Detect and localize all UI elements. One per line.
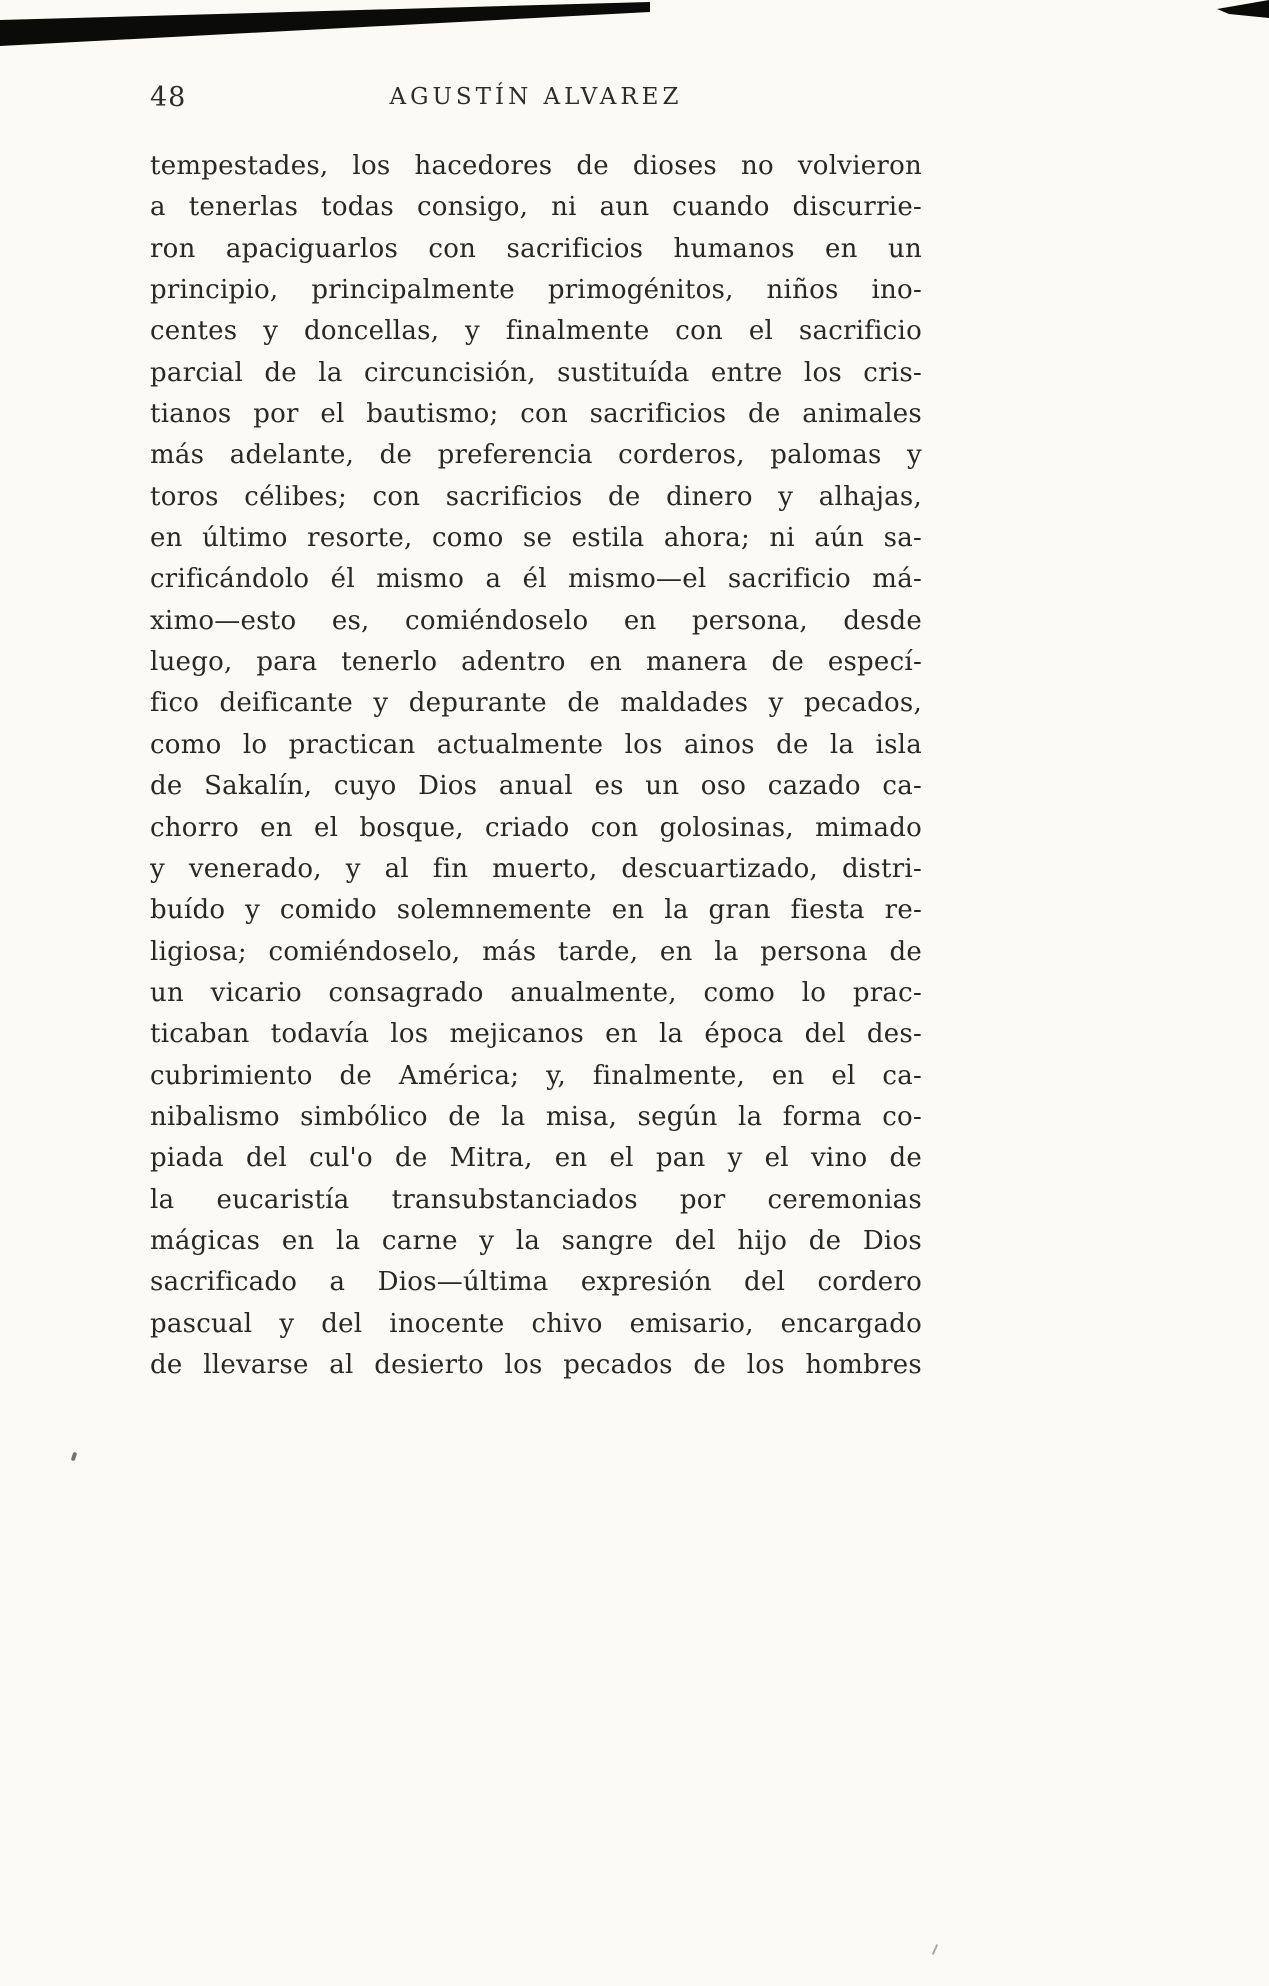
text-line: pascual y del inocente chivo emisario, encargado <box>150 1308 922 1339</box>
text-line: fico deificante y depurante de maldades y pecados, <box>150 688 922 719</box>
text-line: ligiosa; comiéndoselo, más tarde, en la persona de <box>150 936 922 967</box>
scan-speck <box>71 1452 78 1462</box>
text-line: ximo—esto es, comiéndoselo en persona, desde <box>150 605 922 636</box>
page-header <box>150 80 922 116</box>
text-line: parcial de la circuncisión, sustituída entre los cris- <box>150 357 922 388</box>
scan-speck <box>932 1944 938 1955</box>
text-line: luego, para tenerlo adentro en manera de especí- <box>150 647 922 678</box>
text-line: mágicas en la carne y la sangre del hijo de Dios <box>150 1225 922 1256</box>
text-line: la eucaristía transubstanciados por ceremonias <box>150 1184 922 1215</box>
text-line: de Sakalín, cuyo Dios anual es un oso cazado ca- <box>150 771 922 802</box>
scan-artifact-top-right-corner <box>1217 0 1269 20</box>
page-content <box>150 80 922 1386</box>
text-line: cubrimiento de América; y, finalmente, en el ca- <box>150 1060 922 1091</box>
text-line: nibalismo simbólico de la misa, según la forma co- <box>150 1101 922 1132</box>
text-line: en último resorte, como se estila ahora; ni aún sa- <box>150 523 922 554</box>
body-text <box>150 146 922 1386</box>
text-line: más adelante, de preferencia corderos, palomas y <box>150 440 922 471</box>
text-line: principio, principalmente primogénitos, niños ino- <box>150 275 922 306</box>
text-line: centes y doncellas, y finalmente con el sacrificio <box>150 316 922 347</box>
text-line: crificándolo él mismo a él mismo—el sacrificio má- <box>150 564 922 595</box>
text-line: buído y comido solemnemente en la gran fiesta re- <box>150 895 922 926</box>
text-line: a tenerlas todas consigo, ni aun cuando discurrie- <box>150 192 922 223</box>
text-line: piada del cul'o de Mitra, en el pan y el vino de <box>150 1143 922 1174</box>
text-line: un vicario consagrado anualmente, como lo prac- <box>150 977 922 1008</box>
text-line: tempestades, los hacedores de dioses no volvieron <box>150 151 922 181</box>
page-number: 48 <box>150 82 187 113</box>
text-line: de llevarse al desierto los pecados de los hombres <box>150 1349 922 1380</box>
scan-artifact-top-left-bar <box>0 0 670 52</box>
text-line: chorro en el bosque, criado con golosinas, mimado <box>150 812 922 843</box>
text-line: sacrificado a Dios—última expresión del cordero <box>150 1267 922 1298</box>
text-line: ron apaciguarlos con sacrificios humanos en un <box>150 233 922 264</box>
text-line: ticaban todavía los mejicanos en la época del des- <box>150 1019 922 1050</box>
text-line: como lo practican actualmente los ainos de la isla <box>150 729 922 760</box>
text-line: y venerado, y al fin muerto, descuartizado, distri- <box>150 853 922 884</box>
running-header: AGUSTÍN ALVAREZ <box>389 84 683 110</box>
text-line: tianos por el bautismo; con sacrificios de animales <box>150 399 922 430</box>
text-line: toros célibes; con sacrificios de dinero y alhajas, <box>150 481 922 512</box>
